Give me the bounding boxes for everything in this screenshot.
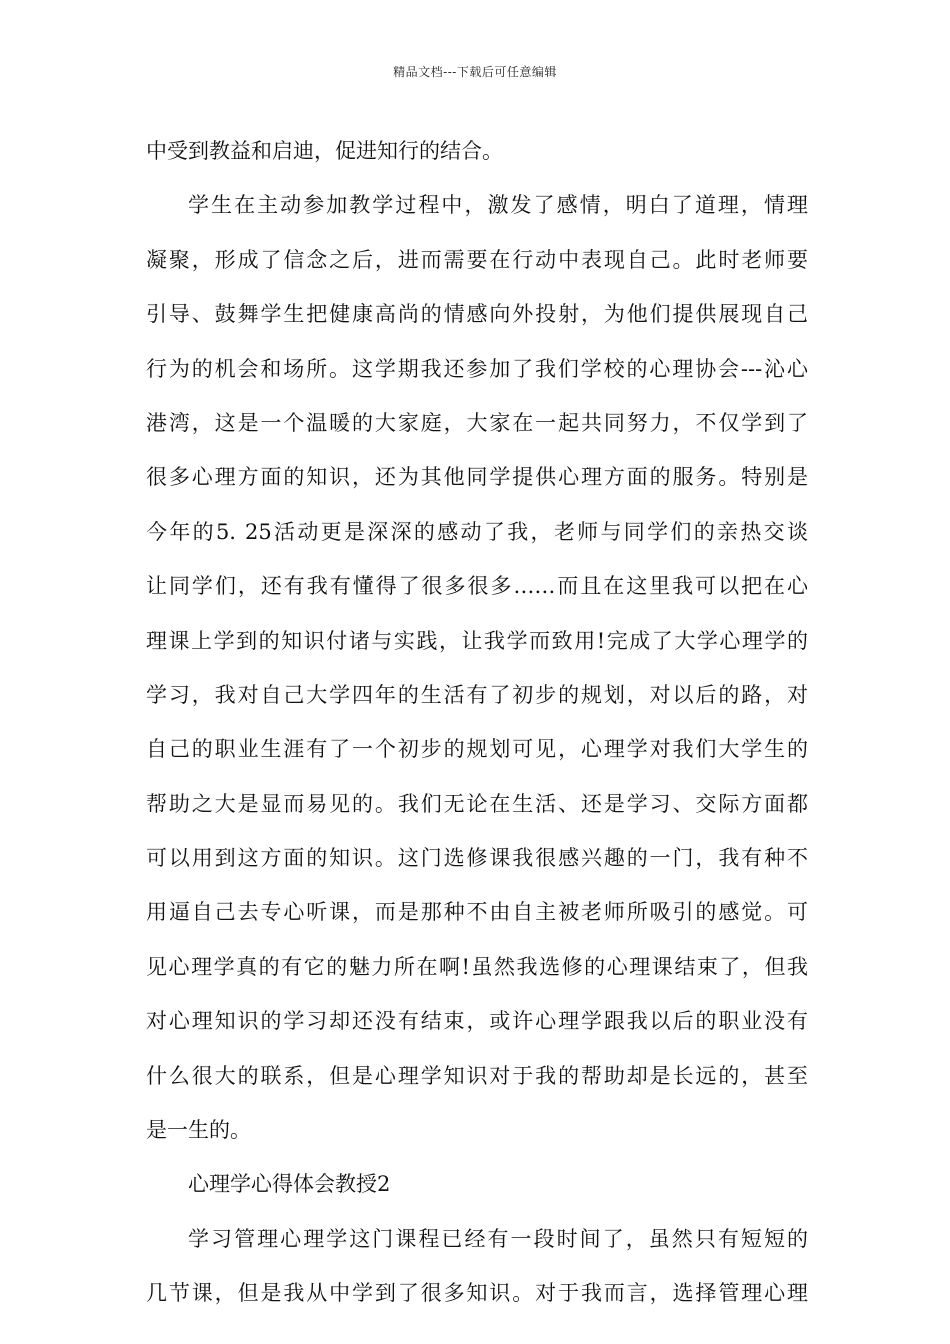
text-line: 让同学们，还有我有懂得了很多很多……而且在这里我可以把在心 xyxy=(146,574,808,599)
text-line: 中受到教益和启迪，促进知行的结合。 xyxy=(146,139,503,163)
document-body xyxy=(146,124,808,1321)
text-line: 凝聚，形成了信念之后，进而需要在行动中表现自己。此时老师要 xyxy=(146,247,808,272)
text-line: 很多心理方面的知识，还为其他同学提供心理方面的服务。特别是 xyxy=(146,465,808,490)
text-line: 理课上学到的知识付诸与实践，让我学而致用!完成了大学心理学的 xyxy=(146,628,808,653)
paragraph-first-line: 学习管理心理学这门课程已经有一段时间了，虽然只有短短的 xyxy=(188,1226,808,1251)
text-line: 行为的机会和场所。这学期我还参加了我们学校的心理协会---沁心 xyxy=(146,356,808,381)
paragraph-first-line: 学生在主动参加教学过程中，激发了感情，明白了道理，情理 xyxy=(188,193,808,218)
text-line: 港湾，这是一个温暖的大家庭，大家在一起共同努力，不仅学到了 xyxy=(146,410,808,435)
text-line: 今年的5. 25活动更是深深的感动了我，老师与同学们的亲热交谈 xyxy=(146,519,808,544)
section-heading: 心理学心得体会教授2 xyxy=(188,1172,391,1197)
text-line: 学习，我对自己大学四年的生活有了初步的规划，对以后的路，对 xyxy=(146,682,808,707)
text-line: 引导、鼓舞学生把健康高尚的情感向外投射，为他们提供展现自己 xyxy=(146,302,808,327)
text-line: 帮助之大是显而易见的。我们无论在生活、还是学习、交际方面都 xyxy=(146,791,808,816)
text-line: 是一生的。 xyxy=(146,1118,251,1143)
page-header: 精品文档---下载后可任意编辑 xyxy=(393,65,557,79)
text-line: 对心理知识的学习却还没有结束，或许心理学跟我以后的职业没有 xyxy=(146,1009,808,1034)
text-line: 见心理学真的有它的魅力所在啊!虽然我选修的心理课结束了，但我 xyxy=(146,954,808,979)
text-line: 几节课，但是我从中学到了很多知识。对于我而言，选择管理心理 xyxy=(146,1281,808,1306)
text-line: 用逼自己去专心听课，而是那种不由自主被老师所吸引的感觉。可 xyxy=(146,900,808,925)
text-line: 自己的职业生涯有了一个初步的规划可见，心理学对我们大学生的 xyxy=(146,737,808,762)
text-line: 可以用到这方面的知识。这门选修课我很感兴趣的一门，我有种不 xyxy=(146,846,808,871)
text-line: 什么很大的联系，但是心理学知识对于我的帮助却是长远的，甚至 xyxy=(146,1063,808,1088)
